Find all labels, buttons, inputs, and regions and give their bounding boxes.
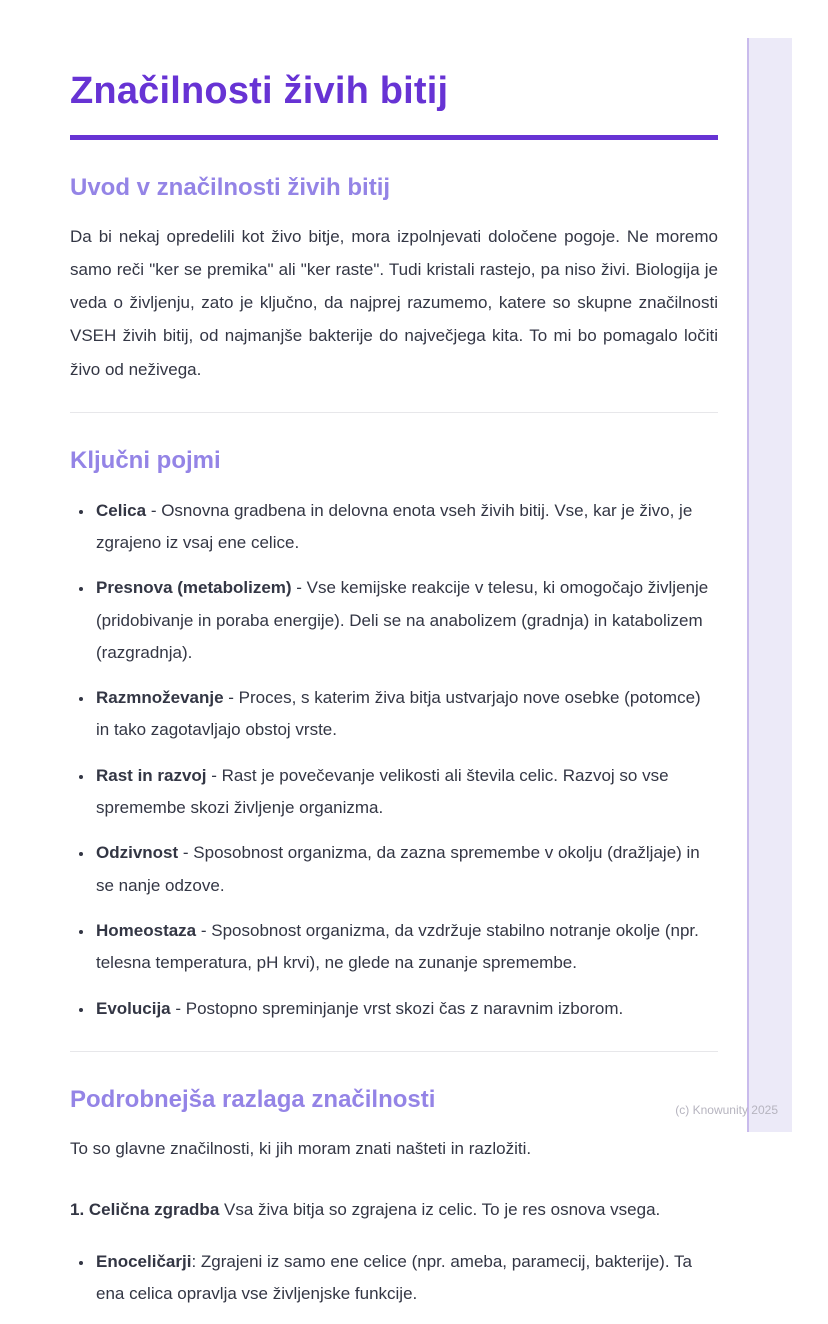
term-definition: - Sposobnost organizma, da vzdržuje stabilno notranje okolje (npr. telesna temperatura, pH krvi), ne glede na zunanje spremembe. [96,920,699,973]
term-label: Enoceličarji [96,1252,192,1272]
side-strip [747,38,792,1132]
term-label: Rast in razvoj [96,765,207,785]
term-label: Odzivnost [96,843,179,863]
section-divider [70,412,718,413]
list-item-presnova [94,572,718,669]
section-divider [70,1051,718,1052]
numbered-term-text: Vsa živa bitja so zgrajena iz celic. To je res osnova vsega. [219,1200,661,1219]
list-item-homeostaza [94,915,718,980]
footer-credit: (c) Knowunity 2025 [675,1103,778,1117]
title-underline-rule [70,135,718,140]
term-definition: - Osnovna gradbena in delovna enota vseh živih bitij. Vse, kar je živo, je zgrajeno iz vsaj ene celice. [96,500,693,552]
details-intro-paragraph: To so glavne značilnosti, ki jih moram znati našteti in razložiti. [70,1138,532,1158]
term-label: Evolucija [96,998,171,1018]
term-label: Homeostaza [96,920,197,940]
document-content [70,0,718,1324]
list-item-enocelicarji [94,1246,718,1311]
term-definition: - Rast je povečevanje velikosti ali števila celic. Razvoj so vse spremembe skozi življenje organizma. [96,765,669,818]
term-label: Presnova (metabolizem) [96,578,292,598]
section-heading-uvod: Uvod v značilnosti živih bitij [70,174,391,201]
numbered-item-celicna-zgradba [70,1193,718,1226]
term-definition: - Sposobnost organizma, da zazna spremembe v okolju (dražljaje) in se nanje odzove. [96,843,700,895]
list-item-odzivnost [94,837,718,902]
list-item-razmnozevanje [94,682,718,747]
term-definition: : Zgrajeni iz samo ene celice (npr. ameba, paramecij, bakterije). Ta ena celica opravlja vse življenjske funkcije. [96,1252,692,1304]
details-list [70,1246,718,1311]
key-terms-list [70,495,718,1025]
term-definition: - Vse kemijske reakcije v telesu, ki omogočajo življenje (pridobivanje in poraba energije). Deli se na anabolizem (gradnja) in katabolizem (razgradnja). [96,578,709,662]
term-definition: - Proces, s katerim živa bitja ustvarjajo nove osebke (potomce) in tako zagotavljajo obstoj vrste. [96,688,701,740]
numbered-term-label: 1. Celična zgradba [70,1200,220,1219]
term-definition: - Postopno spreminjanje vrst skozi čas z naravnim izborom. [170,998,624,1018]
intro-paragraph: Da bi nekaj opredelili kot živo bitje, mora izpolnjevati določene pogoje. Ne moremo samo reči "ker se premika" ali "ker raste". Tudi kristali rastejo, pa niso živi. Biologija je veda o življenju, zato je ključno, da najprej razumemo, katere so skupne značilnosti VSEH živih bitij, od najmanjše bakterije do največjega kita. To mi bo pomagalo ločiti živo od neživega. [70,227,718,379]
page-title: Značilnosti živih bitij [70,70,449,112]
list-item-rast-in-razvoj [94,760,718,825]
term-label: Celica [96,500,147,520]
list-item-celica [94,495,718,560]
section-heading-kljucni-pojmi: Ključni pojmi [70,446,221,474]
section-heading-podrobnejsa-razlaga: Podrobnejša razlaga značilnosti [70,1085,436,1113]
term-label: Razmnoževanje [96,688,224,708]
list-item-evolucija [94,993,718,1025]
